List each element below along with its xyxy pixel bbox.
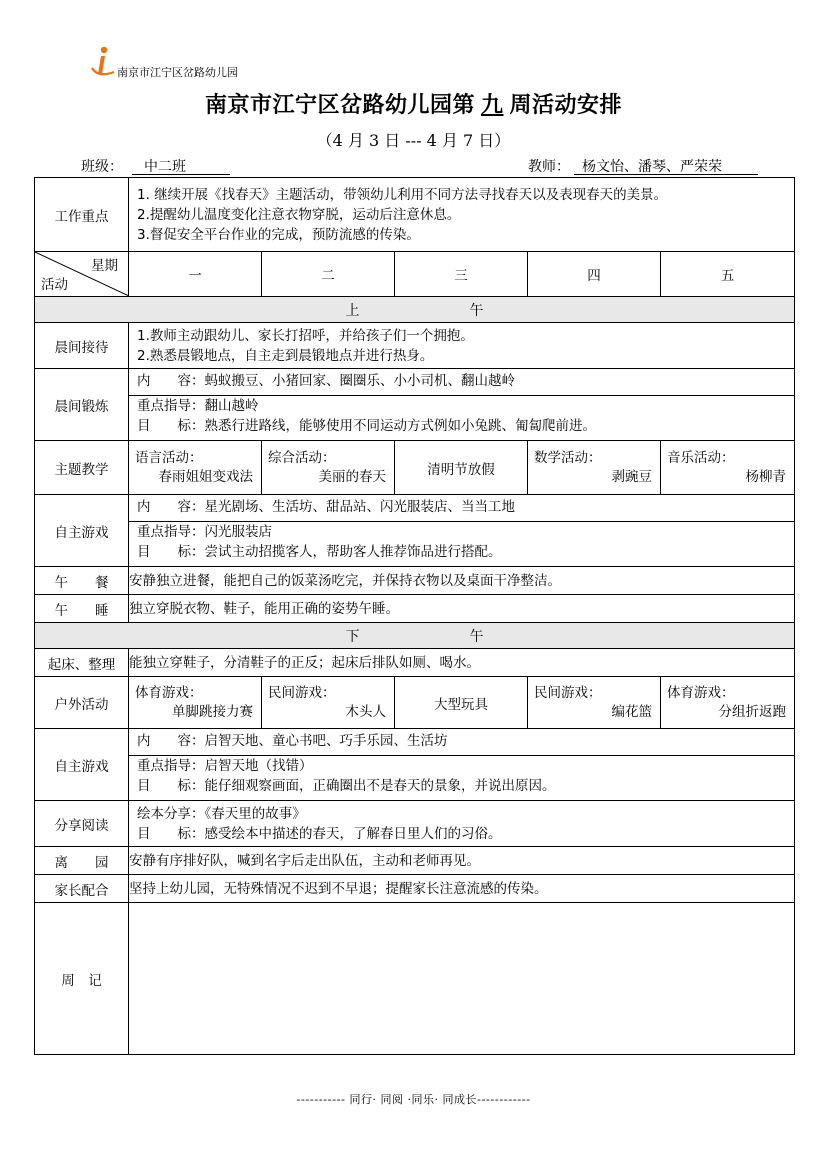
theme-row (35, 441, 795, 495)
free-play-pm-goal: 目 标：能仔细观察画面，正确圈出不是春天的景象，并说出原因。 (137, 778, 556, 794)
greeting-row (35, 323, 795, 369)
outdoor-thursday-type: 民间游戏： (534, 684, 602, 701)
title-prefix: 南京市江宁区岔路幼儿园第 (204, 93, 475, 118)
focus-line-2: 2.提醒幼儿温度变化注意衣物穿脱，运动后注意休息。 (137, 206, 461, 223)
outdoor-tuesday-title: 木头人 (345, 703, 386, 720)
exercise-row (35, 369, 795, 441)
reading-goal: 目 标：感受绘本中描述的春天，了解春日里人们的习俗。 (137, 825, 502, 842)
lunch-label: 午 餐 (35, 567, 129, 595)
theme-thursday-type: 数学活动： (534, 449, 602, 466)
theme-label: 主题教学 (35, 441, 129, 495)
free-play-am-label: 自主游戏 (35, 495, 129, 567)
focus-row (35, 178, 795, 252)
outdoor-friday-type: 体育游戏： (667, 684, 735, 701)
day-friday: 五 (661, 252, 795, 297)
exercise-content (129, 369, 795, 441)
free-play-pm-row (35, 729, 795, 801)
outdoor-thursday (528, 677, 661, 729)
theme-friday-title: 杨柳青 (745, 468, 787, 485)
reading-book: 绘本分享：《春天里的故事》 (137, 805, 306, 822)
wakeup-text: 能独立穿鞋子，分清鞋子的正反；起床后排队如厕、喝水。 (129, 649, 795, 677)
leaving-label: 离 园 (35, 847, 129, 875)
parents-row (35, 875, 795, 903)
title-week: 九 (480, 93, 504, 118)
theme-tuesday-type: 综合活动： (268, 449, 336, 466)
footer-slogan: ----------- 同行· 同阅 ·同乐· 同成长------------ (296, 1093, 531, 1106)
wakeup-row (35, 649, 795, 677)
parents-label: 家长配合 (35, 875, 129, 903)
exercise-goal: 目 标：熟悉行进路线，能够使用不同运动方式例如小兔跳、匍匐爬前进。 (137, 418, 596, 434)
corner-cell (35, 252, 129, 297)
page-title (0, 88, 827, 119)
greeting-line-2: 2.熟悉晨锻地点，自主走到晨锻地点并进行热身。 (137, 347, 434, 364)
afternoon-band (35, 623, 795, 649)
free-play-am-items: 内 容：星光剧场、生活坊、甜品站、闪光服装店、当当工地 (137, 499, 515, 515)
free-play-pm-label: 自主游戏 (35, 729, 129, 801)
theme-friday (661, 441, 795, 495)
header-row (35, 252, 795, 297)
morning-band-1: 上 (345, 302, 360, 319)
lunch-text: 安静独立进餐，能把自己的饭菜汤吃完，并保持衣物以及桌面干净整洁。 (129, 567, 795, 595)
theme-friday-type: 音乐活动： (667, 449, 735, 466)
wakeup-label: 起床、整理 (35, 649, 129, 677)
nap-label: 午 睡 (35, 595, 129, 623)
theme-thursday (528, 441, 661, 495)
afternoon-band-1: 下 (345, 628, 360, 645)
focus-line-1: 1. 继续开展《找春天》主题活动，带领幼儿利用不同方法寻找春天以及表现春天的美景。 (137, 186, 668, 203)
logo-text: 南京市江宁区岔路幼儿园 (117, 66, 238, 79)
nap-row (35, 595, 795, 623)
greeting-content (129, 323, 795, 369)
teacher-label: 教师： (528, 159, 570, 175)
outdoor-tuesday-type: 民间游戏： (268, 684, 336, 701)
day-thursday: 四 (528, 252, 661, 297)
free-play-am-goal: 目 标：尝试主动招揽客人，帮助客人推荐饰品进行搭配。 (137, 544, 502, 560)
focus-line-3: 3.督促安全平台作业的完成，预防流感的传染。 (137, 226, 420, 243)
greeting-label: 晨间接待 (35, 323, 129, 369)
theme-monday (129, 441, 262, 495)
theme-tuesday (262, 441, 395, 495)
leaving-row (35, 847, 795, 875)
free-play-am-content (129, 495, 795, 567)
afternoon-band-2: 午 (469, 628, 484, 645)
school-logo (90, 44, 290, 84)
focus-label: 工作重点 (35, 178, 129, 252)
exercise-items: 内 容：蚂蚁搬豆、小猪回家、圈圈乐、小小司机、翻山越岭 (137, 373, 515, 389)
reading-row (35, 801, 795, 847)
outdoor-row (35, 677, 795, 729)
free-play-pm-items: 内 容：启智天地、童心书吧、巧手乐园、生活坊 (137, 733, 448, 749)
outdoor-thursday-title: 编花篮 (611, 703, 652, 720)
corner-activity-label: 活动 (41, 277, 68, 293)
outdoor-tuesday (262, 677, 395, 729)
day-tuesday: 二 (262, 252, 395, 297)
outdoor-monday-title: 单脚跳接力赛 (172, 703, 253, 720)
focus-content (129, 178, 795, 252)
weekly-notes-area (129, 903, 795, 1055)
reading-label: 分享阅读 (35, 801, 129, 847)
outdoor-monday-type: 体育游戏： (135, 684, 203, 701)
weekly-notes-label: 周 记 (35, 903, 129, 1055)
theme-wednesday: 清明节放假 (395, 441, 528, 495)
outdoor-wednesday: 大型玩具 (395, 677, 528, 729)
free-play-pm-content (129, 729, 795, 801)
schedule-table (34, 177, 795, 1055)
leaving-text: 安静有序排好队，喊到名字后走出队伍，主动和老师再见。 (129, 847, 795, 875)
logo-icon (90, 44, 118, 80)
class-value: 中二班 (132, 156, 230, 175)
free-play-pm-focus: 重点指导：启智天地（找错） (137, 758, 313, 774)
greeting-line-1: 1.教师主动跟幼儿、家长打招呼，并给孩子们一个拥抱。 (137, 327, 474, 344)
weekly-notes-row (35, 903, 795, 1055)
date-range: （4 月 3 日 --- 4 月 7 日） (316, 131, 511, 150)
title-suffix: 周活动安排 (509, 93, 623, 118)
outdoor-friday-title: 分组折返跑 (718, 703, 787, 720)
teacher-value: 杨文怡、潘琴、严荣荣 (574, 156, 758, 175)
day-monday: 一 (129, 252, 262, 297)
exercise-focus: 重点指导：翻山越岭 (137, 398, 259, 414)
nap-text: 独立穿脱衣物、鞋子，能用正确的姿势午睡。 (129, 595, 795, 623)
corner-weekday-label: 星期 (91, 258, 118, 274)
outdoor-friday (661, 677, 795, 729)
outdoor-monday (129, 677, 262, 729)
exercise-label: 晨间锻炼 (35, 369, 129, 441)
lunch-row (35, 567, 795, 595)
free-play-am-focus: 重点指导：闪光服装店 (137, 524, 272, 540)
reading-content (129, 801, 795, 847)
morning-band (35, 297, 795, 323)
theme-monday-title: 春雨姐姐变戏法 (158, 468, 253, 485)
theme-tuesday-title: 美丽的春天 (318, 468, 386, 485)
theme-thursday-title: 剥豌豆 (611, 468, 652, 485)
outdoor-label: 户外活动 (35, 677, 129, 729)
class-label: 班级： (81, 159, 123, 175)
free-play-am-row (35, 495, 795, 567)
day-wednesday: 三 (395, 252, 528, 297)
parents-text: 坚持上幼儿园，无特殊情况不迟到不早退；提醒家长注意流感的传染。 (129, 875, 795, 903)
theme-monday-type: 语言活动： (135, 449, 203, 466)
morning-band-2: 午 (469, 302, 484, 319)
